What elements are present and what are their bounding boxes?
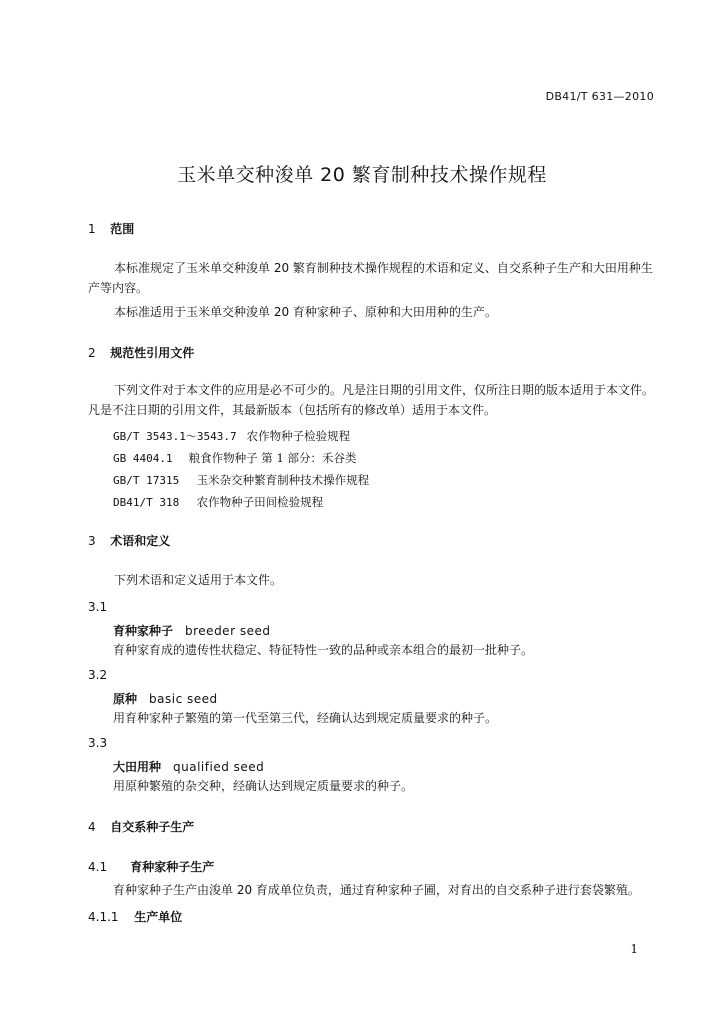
section-number: 2 bbox=[88, 346, 96, 360]
section-3-intro: 下列术语和定义适用于本文件。 bbox=[114, 573, 283, 587]
subsection-title: 育种家种子生产 bbox=[130, 860, 215, 874]
term-definition: 用原种繁殖的杂交种，经确认达到规定质量要求的种子。 bbox=[113, 779, 414, 793]
section-1-heading bbox=[88, 220, 134, 237]
reference-item bbox=[113, 472, 369, 488]
section-title: 范围 bbox=[110, 222, 135, 236]
term-definition: 育种家育成的遗传性状稳定、特征特性一致的品种或亲本组合的最初一批种子。 bbox=[113, 643, 534, 657]
term-english: basic seed bbox=[149, 692, 218, 706]
term-number: 3.3 bbox=[88, 736, 108, 750]
page-number: 1 bbox=[630, 942, 638, 956]
term-heading bbox=[113, 758, 264, 775]
subsection-number: 4.1 bbox=[88, 860, 108, 874]
term-heading bbox=[113, 690, 218, 707]
subsection-4-1-paragraph: 育种家种子生产由浚单 20 育成单位负责，通过育种家种子圃，对育出的自交系种子进行套袋繁殖。 bbox=[113, 883, 640, 897]
section-1-paragraph-2: 本标准适用于玉米单交种浚单 20 育种家种子、原种和大田用种的生产。 bbox=[114, 305, 497, 319]
reference-title: 农作物种子检验规程 bbox=[246, 429, 351, 443]
term-chinese: 育种家种子 bbox=[113, 624, 174, 638]
document-title: 玉米单交种浚单 20 繁育制种技术操作规程 bbox=[177, 164, 547, 186]
section-number: 1 bbox=[88, 222, 96, 236]
term-number: 3.2 bbox=[88, 668, 108, 682]
reference-code: GB/T 3543.1～3543.7 bbox=[113, 430, 237, 443]
term-heading bbox=[113, 622, 270, 639]
section-4-heading bbox=[88, 818, 194, 835]
section-3-heading bbox=[88, 532, 170, 549]
reference-item bbox=[113, 494, 323, 510]
section-2-paragraph-1: 下列文件对于本文件的应用是必不可少的。凡是注日期的引用文件，仅所注日期的版本适用于本文件。凡是不注日期的引用文件，其最新版本（包括所有的修改单）适用于本文件。 bbox=[88, 383, 655, 417]
reference-title: 玉米杂交种繁育制种技术操作规程 bbox=[196, 473, 370, 487]
section-number: 4 bbox=[88, 820, 96, 834]
section-number: 3 bbox=[88, 534, 96, 548]
section-title: 术语和定义 bbox=[110, 534, 171, 548]
reference-code: GB/T 17315 bbox=[113, 474, 180, 487]
standard-code: DB41/T 631—2010 bbox=[545, 90, 654, 103]
reference-code: GB 4404.1 bbox=[113, 452, 173, 465]
reference-item bbox=[113, 450, 356, 466]
subsection-4-1-heading bbox=[88, 858, 214, 875]
term-english: qualified seed bbox=[173, 760, 265, 774]
subsection-4-1-1-heading bbox=[88, 908, 182, 925]
subsection-title: 生产单位 bbox=[134, 910, 183, 924]
section-2-heading bbox=[88, 344, 194, 361]
section-1-paragraph-1: 本标准规定了玉米单交种浚单 20 繁育制种技术操作规程的术语和定义、自交系种子生产和大田用种生产等内容。 bbox=[88, 261, 653, 295]
term-chinese: 原种 bbox=[113, 692, 138, 706]
term-chinese: 大田用种 bbox=[113, 760, 162, 774]
term-number: 3.1 bbox=[88, 600, 108, 614]
reference-title: 粮食作物种子 第 1 部分：禾谷类 bbox=[188, 451, 357, 465]
subsection-number: 4.1.1 bbox=[88, 910, 119, 924]
section-title: 规范性引用文件 bbox=[110, 346, 195, 360]
reference-code: DB41/T 318 bbox=[113, 496, 180, 509]
term-definition: 用育种家种子繁殖的第一代至第三代，经确认达到规定质量要求的种子。 bbox=[113, 711, 498, 725]
reference-item bbox=[113, 428, 350, 444]
section-title: 自交系种子生产 bbox=[110, 820, 195, 834]
term-english: breeder seed bbox=[185, 624, 271, 638]
reference-title: 农作物种子田间检验规程 bbox=[196, 495, 324, 509]
